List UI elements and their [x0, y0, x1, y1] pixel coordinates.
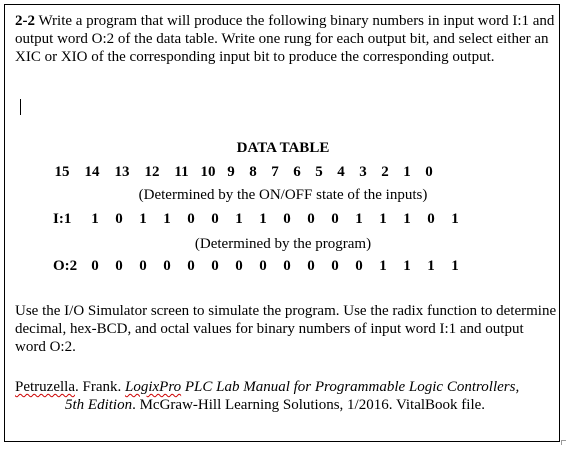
input-bit-9: 1 — [235, 211, 243, 227]
output-word-label: O:2 — [53, 258, 78, 274]
output-bit-5: 0 — [331, 258, 339, 274]
bit-position-4: 4 — [337, 164, 345, 180]
input-word-row — [53, 211, 467, 228]
output-bit-13: 0 — [139, 258, 147, 274]
problem-text: Write a program that will produce the following binary numbers in input word I:1 and output word O:2 of the data table. Write one rung for each output bit, and select either an XIC or XIO of the corresponding input bit to produce the corresponding output. — [15, 13, 555, 65]
input-bit-14: 0 — [115, 211, 123, 227]
citation-author-rest: . Frank. — [74, 379, 125, 395]
input-bit-15: 1 — [91, 211, 99, 227]
output-bit-6: 0 — [307, 258, 315, 274]
input-bit-3: 1 — [379, 211, 387, 227]
citation — [15, 378, 557, 414]
data-table-title: DATA TABLE — [236, 140, 330, 156]
input-bit-10: 0 — [211, 211, 219, 227]
output-note: (Determined by the program) — [194, 236, 372, 252]
output-bit-12: 0 — [163, 258, 171, 274]
input-note: (Determined by the ON/OFF state of the inputs) — [138, 187, 428, 203]
bit-position-13: 13 — [114, 164, 130, 180]
input-bit-11: 0 — [187, 211, 195, 227]
output-bit-14: 0 — [115, 258, 123, 274]
output-bit-7: 0 — [283, 258, 291, 274]
bit-position-10: 10 — [200, 164, 216, 180]
output-bit-11: 0 — [187, 258, 195, 274]
input-bit-2: 1 — [403, 211, 411, 227]
bit-position-7: 7 — [271, 164, 279, 180]
output-bit-3: 1 — [379, 258, 387, 274]
problem-paragraph — [15, 12, 557, 66]
bit-position-5: 5 — [315, 164, 323, 180]
instructions-paragraph: Use the I/O Simulator screen to simulate the program. Use the radix function to determine decimal, hex-BCD, and octal values for binary numbers of input word I:1 and output word O:2. — [15, 303, 557, 355]
bit-position-14: 14 — [84, 164, 100, 180]
page-corner-mark — [561, 440, 566, 445]
output-bit-8: 0 — [259, 258, 267, 274]
problem-number: 2-2 — [15, 13, 35, 29]
citation-author: Petruzella — [15, 379, 75, 395]
citation-title-part2: 5th Edition — [65, 397, 133, 413]
bit-positions-header — [47, 164, 440, 181]
output-bit-0: 1 — [451, 258, 459, 274]
input-word-label: I:1 — [53, 211, 72, 227]
bit-position-0: 0 — [425, 164, 433, 180]
bit-position-8: 8 — [249, 164, 257, 180]
output-bit-1: 1 — [427, 258, 435, 274]
bit-position-11: 11 — [174, 164, 189, 180]
input-bit-1: 0 — [427, 211, 435, 227]
output-bit-9: 0 — [235, 258, 243, 274]
bit-position-6: 6 — [293, 164, 301, 180]
input-bit-0: 1 — [451, 211, 459, 227]
citation-brand: LogixPro — [124, 379, 182, 395]
citation-publisher: . McGraw-Hill Learning Solutions, 1/2016. VitalBook file. — [132, 397, 486, 413]
output-bit-4: 0 — [355, 258, 363, 274]
output-bit-15: 0 — [91, 258, 99, 274]
bit-position-2: 2 — [381, 164, 389, 180]
input-bit-12: 1 — [163, 211, 171, 227]
input-bit-7: 0 — [283, 211, 291, 227]
bit-position-1: 1 — [403, 164, 411, 180]
bit-position-9: 9 — [227, 164, 235, 180]
document-frame — [4, 4, 560, 442]
output-word-row — [53, 258, 467, 275]
citation-title-part1: PLC Lab Manual for Programmable Logic Controllers, — [184, 379, 520, 395]
output-bit-10: 0 — [211, 258, 219, 274]
input-bit-13: 1 — [139, 211, 147, 227]
input-bit-5: 0 — [331, 211, 339, 227]
input-bit-6: 0 — [307, 211, 315, 227]
output-bit-2: 1 — [403, 258, 411, 274]
bit-position-12: 12 — [144, 164, 160, 180]
bit-position-3: 3 — [359, 164, 367, 180]
input-bit-4: 1 — [355, 211, 363, 227]
bit-position-15: 15 — [54, 164, 70, 180]
input-bit-8: 1 — [259, 211, 267, 227]
text-cursor — [20, 99, 21, 115]
